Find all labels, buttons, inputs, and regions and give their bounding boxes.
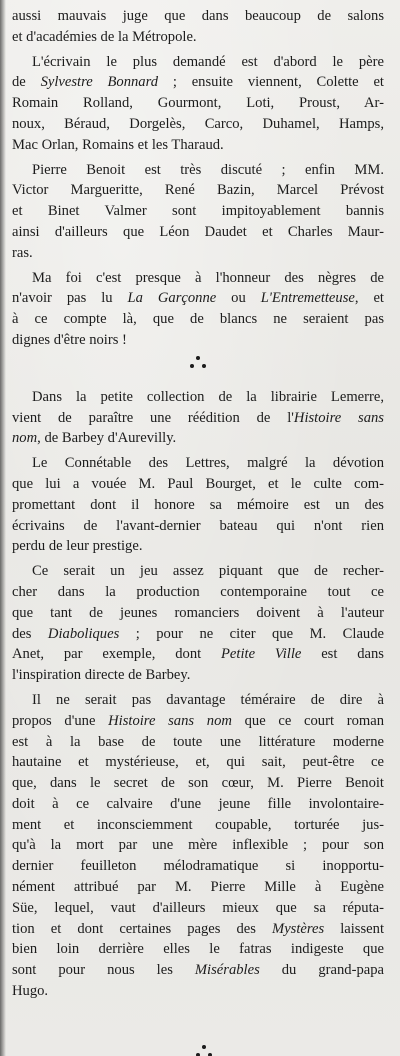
text-line: et d'académies de la Métropole. [12,28,197,45]
text-line: Victor Margueritte, René Bazin, Marcel Prévost [12,182,384,199]
text-line: dignes d'être noirs ! [12,331,127,348]
text-line: doit à ce calvaire d'une jeune fille involontaire- [12,795,384,812]
text-line: ainsi d'ailleurs que Léon Daudet et Charles Maur- [12,223,384,240]
text-line: nom, de Barbey d'Aurevilly. [12,430,177,447]
paragraph-8 [12,690,384,1002]
text-line: Ce serait un jeu assez piquant que de recher- [32,563,384,580]
text-line: hautaine et mystérieuse, et, qui sait, peut-être ce [12,754,384,771]
text-line: de Sylvestre Bonnard ; ensuite viennent, Colette et [12,74,384,91]
section-separator [12,351,384,379]
text-line: des Diaboliques ; pour ne citer que M. Claude [12,625,385,642]
text-line: Hugo. [12,983,49,1000]
text-line: que lui a vouée M. Paul Bourget, et le culte com- [12,475,384,492]
text-line: aussi mauvais juge que dans beaucoup de salons [12,8,384,24]
text-line: n'avoir pas lu La Garçonne ou L'Entremetteuse, et [12,290,384,307]
text-line: est à la base de toute une littérature moderne [12,733,384,750]
article-column [12,6,384,1002]
asterism-icon [189,355,207,369]
text-line: Le Connétable des Lettres, malgré la dévotion [32,455,384,472]
text-line: L'écrivain le plus demandé est d'abord le père [32,53,384,70]
asterism-icon [195,1044,213,1056]
text-line: perdu de leur prestige. [12,538,143,555]
text-line: dernier feuilleton mélodramatique si inopportu- [12,858,384,875]
text-line: qu'à la mort par une mère inflexible ; pour son [12,837,384,854]
text-line: ras. [12,244,33,261]
text-line: Anet, par exemple, dont Petite Ville est dans [12,646,384,663]
text-line: cher dans la production contemporaine tout ce [12,583,384,600]
paragraph-3 [12,160,384,264]
paragraph-1 [12,6,384,48]
page-gutter-shadow [0,0,6,1056]
text-line: et Binet Valmer sont impitoyablement bannis [12,203,384,220]
text-line: écrivains de l'avant-dernier bateau qui n'ont rien [12,517,384,534]
text-line: Süe, lequel, vaut d'ailleurs mieux que sa réputa- [12,899,384,916]
paragraph-4 [12,268,384,351]
text-line: l'inspiration directe de Barbey. [12,667,191,684]
text-line: promettant dont il honore sa mémoire est un des [12,496,384,513]
paragraph-2 [12,52,384,156]
text-line: ment et inconsciemment coupable, torturée jus- [12,816,384,833]
text-line: que, dans le secret de son cœur, M. Pierre Benoit [12,775,384,792]
text-line: vient de paraître une réédition de l'Histoire sans [12,409,384,426]
text-line: noux, Béraud, Dorgelès, Carco, Duhamel, Hamps, [12,115,384,132]
paragraph-5 [12,387,384,449]
text-line: Pierre Benoit est très discuté ; enfin MM. [32,161,384,178]
text-line: nément attribué par M. Pierre Mille à Eugène [12,879,384,896]
text-line: que tant de jeunes romanciers doivent à l'auteur [12,604,384,621]
paragraph-6 [12,453,384,557]
text-line: Il ne serait pas davantage téméraire de dire à [32,691,384,708]
bottom-separator [195,1044,213,1056]
text-line: tion et dont certaines pages des Mystères laissent [12,920,384,937]
text-line: Mac Orlan, Romains et les Tharaud. [12,136,224,153]
paragraph-7 [12,561,384,686]
text-line: Romain Rolland, Gourmont, Loti, Proust, Ar- [12,95,384,112]
text-line: Dans la petite collection de la librairie Lemerre, [32,388,384,405]
text-line: bien loin derrière elles le fatras indigeste que [12,941,384,958]
text-line: sont pour nous les Misérables du grand-papa [12,962,384,979]
text-line: Ma foi c'est presque à l'honneur des nègres de [32,269,384,286]
text-line: propos d'une Histoire sans nom que ce court roman [12,712,384,729]
text-line: à ce compte là, que de blancs ne seraient pas [12,311,384,328]
